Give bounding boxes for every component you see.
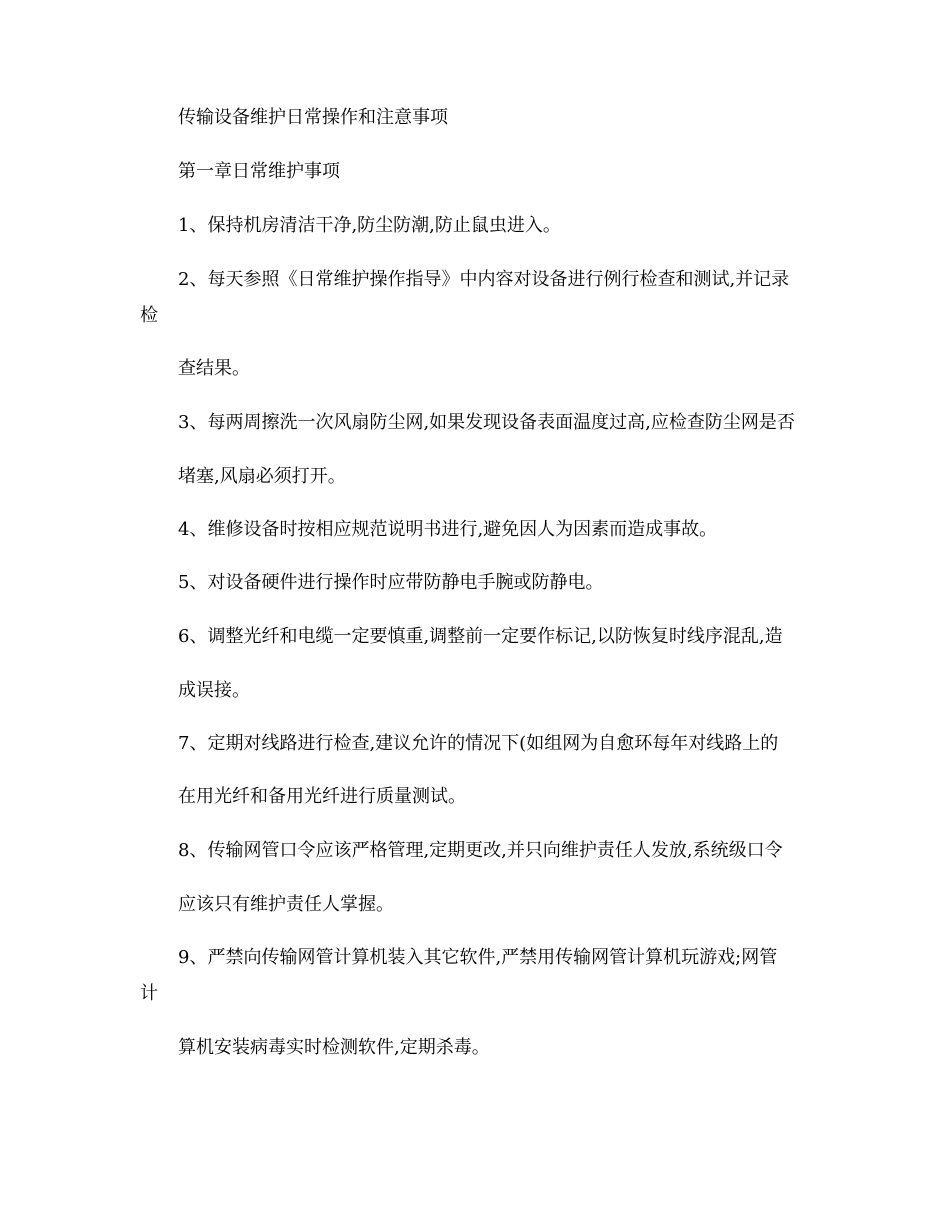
item-2-line-2: 检 xyxy=(140,305,158,326)
item-9-line-3: 算机安装病毒实时检测软件,定期杀毒。 xyxy=(178,1037,490,1058)
item-6-line-2: 成误接。 xyxy=(178,680,250,701)
item-3-line-1: 3、每两周擦洗一次风扇防尘网,如果发现设备表面温度过高,应检查防尘网是否 xyxy=(178,412,795,433)
document-title: 传输设备维护日常操作和注意事项 xyxy=(178,107,448,128)
item-8-line-2: 应该只有维护责任人掌握。 xyxy=(178,894,394,915)
chapter-heading: 第一章日常维护事项 xyxy=(178,161,340,182)
item-4-line-1: 4、维修设备时按相应规范说明书进行,避免因人为因素而造成事故。 xyxy=(178,519,718,540)
item-2-line-3: 查结果。 xyxy=(178,358,250,379)
item-8-line-1: 8、传输网管口令应该严格管理,定期更改,并只向维护责任人发放,系统级口令 xyxy=(178,840,783,861)
item-1-line-1: 1、保持机房清洁干净,防尘防潮,防止鼠虫进入。 xyxy=(178,215,561,236)
item-2-line-1: 2、每天参照《日常维护操作指导》中内容对设备进行例行检查和测试,并记录 xyxy=(178,269,790,290)
item-7-line-2: 在用光纤和备用光纤进行质量测试。 xyxy=(178,786,466,807)
item-7-line-1: 7、定期对线路进行检查,建议允许的情况下(如组网为自愈环每年对线路上的 xyxy=(178,733,779,754)
item-9-line-2: 计 xyxy=(140,983,158,1004)
item-9-line-1: 9、严禁向传输网管计算机装入其它软件,严禁用传输网管计算机玩游戏;网管 xyxy=(178,947,778,968)
item-6-line-1: 6、调整光纤和电缆一定要慎重,调整前一定要作标记,以防恢复时线序混乱,造 xyxy=(178,626,783,647)
item-3-line-2: 堵塞,风扇必须打开。 xyxy=(178,466,346,487)
item-5-line-1: 5、对设备硬件进行操作时应带防静电手腕或防静电。 xyxy=(178,572,604,593)
